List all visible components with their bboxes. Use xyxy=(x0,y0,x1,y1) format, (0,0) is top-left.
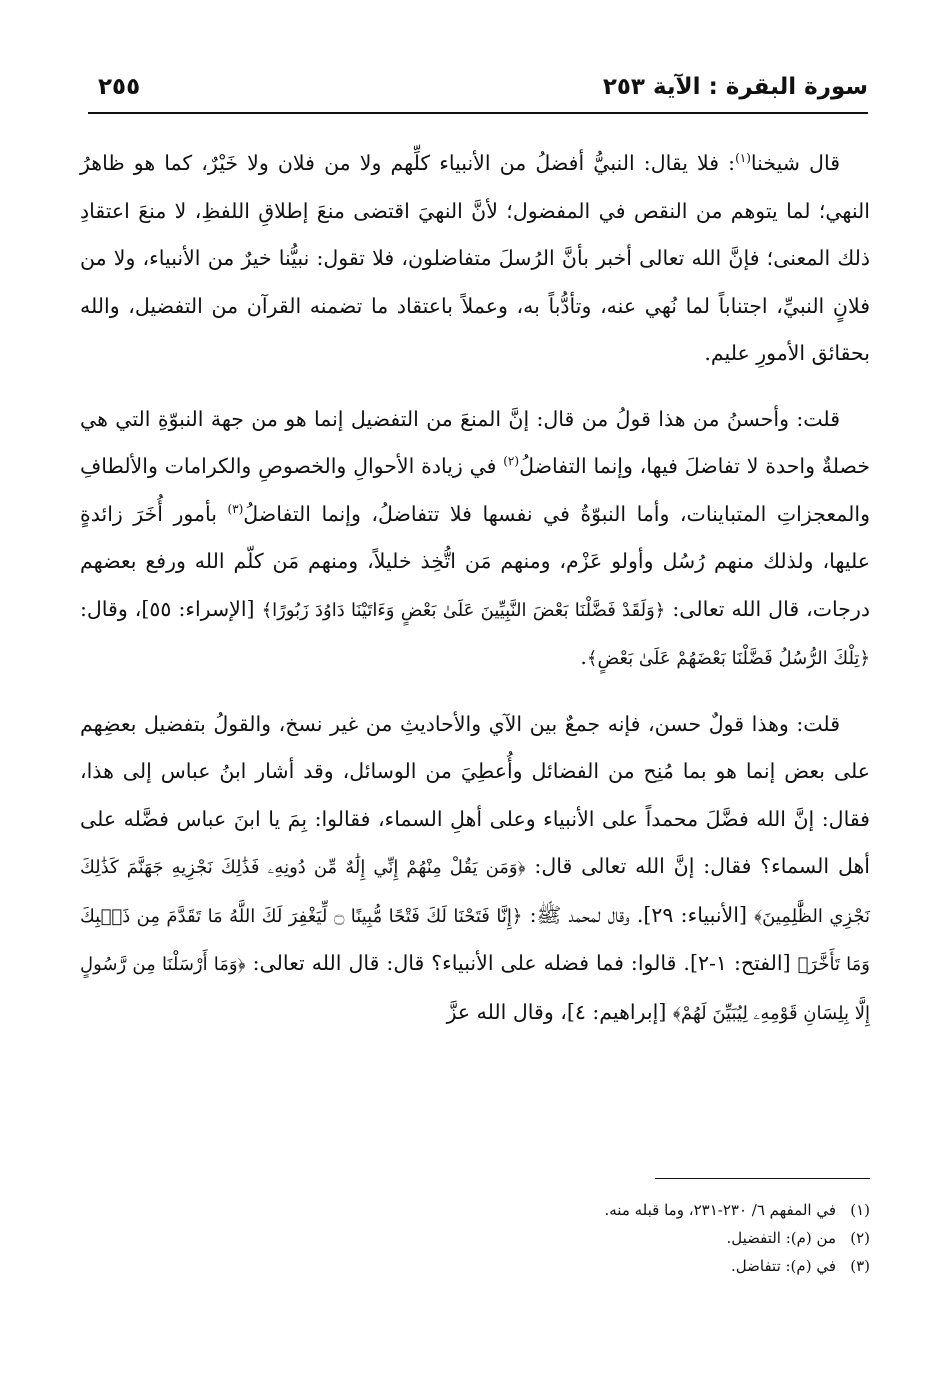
footnote-divider xyxy=(655,1178,870,1179)
page-header xyxy=(88,62,868,114)
footnote-number: (٢) xyxy=(850,1229,870,1247)
paragraph xyxy=(80,140,870,378)
paragraph xyxy=(80,396,870,683)
footnote-text: من (م): التفضيل. xyxy=(726,1229,836,1247)
footnote-text: في (م): تتفاضل. xyxy=(731,1257,836,1275)
text-run: . xyxy=(580,645,587,669)
footnote xyxy=(200,1224,870,1252)
footnote-text: في المفهم ٦/ ٢٣٠-٢٣١، وما قبله منه. xyxy=(604,1201,836,1219)
footnote-ref: (٢) xyxy=(503,454,520,469)
footnote-number: (٣) xyxy=(850,1257,870,1275)
footnotes xyxy=(200,1196,870,1280)
footnote-number: (١) xyxy=(850,1201,870,1219)
text-run: : فلا يقال: النبيُّ أفضلُ من الأنبياء كلِّهم ولا من فلان ولا خَيْرٌ، كما هو ظاهرُ النهي؛ لما يتوهم من النقص في المفضول؛ لأنَّ النهيَ اقتضى منعَ إطلاقِ اللفظِ، لا منعَ اعتقادِ ذلك المعنى؛ فإنَّ الله تعالى أخبر بأنَّ الرُسلَ متفاضلون، فلا تقول: نبيُّنا خيرٌ من الأنبياء، ولا من فلانٍ النبيِّ، اجتناباً لما نُهي عنه، وتأدُّباً به، وعملاً باعتقاد ما تضمنه القرآن من التفضيل، والله بحقائق الأمورِ عليم. xyxy=(80,151,870,365)
footnote-ref: (١) xyxy=(735,151,751,166)
text-run: [إبراهيم: ٤]، وقال الله عزَّ xyxy=(446,999,673,1024)
quran-verse: ﴿تِلْكَ الرُّسُلُ فَضَّلْنَا بَعْضَهُمْ عَلَىٰ بَعْضٍ﴾ xyxy=(586,648,870,669)
text-run: قال شيخنا xyxy=(750,151,841,175)
quran-verse: ﴿وَمَا أَرْسَلْنَا مِن رَّسُولٍ إِلَّا بِلِسَانِ قَوْمِهِۦ لِيُبَيِّنَ لَهُمْ﴾ xyxy=(80,954,870,1024)
header-divider xyxy=(88,112,868,114)
paragraph xyxy=(80,701,870,1038)
text-run: [الأنبياء: ٢٩]. وقال لمحمد ﷺ: xyxy=(522,902,755,927)
quran-verse: ﴿إِنَّا فَتَحْنَا لَكَ فَتْحًا مُّبِينًا ۝ لِّيَغْفِرَ لَكَ اللَّهُ مَا تَقَدَّمَ مِن ذَنۢبِكَ وَمَا تَأَخَّرَ﴾ xyxy=(80,905,870,975)
main-text xyxy=(80,140,870,1055)
text-run: قلت: وأحسنُ من هذا قولُ من قال: إنَّ المنعَ من التفضيل إنما هو من جهة النبوّةِ التي هي خصلةٌ واحدة لا تفاضلَ فيها، وإنما التفاضلُ xyxy=(80,406,870,478)
text-run: بأمور أُخَرَ زائدةٍ عليها، ولذلك منهم رُسُل وأولو عَزْم، ومنهم مَن اتُّخِذ خليلاً، ومنهم مَن كلّم الله ورفع بعضهم درجات، قال الله تعالى: xyxy=(80,501,870,621)
running-title: سورة البقرة : الآية ٢٥٣ xyxy=(602,74,868,100)
quran-verse: ﴿وَمَن يَقُلْ مِنْهُمْ إِنِّي إِلَٰهٌ مِّن دُونِهِۦ فَذَٰلِكَ نَجْزِيهِ جَهَنَّمَ كَذَٰلِكَ نَجْزِي الظَّٰلِمِينَ﴾ xyxy=(80,857,870,927)
text-run: في زيادة الأحوالِ والخصوصِ والكرامات والألطافِ والمعجزاتِ المتباينات، وأما النبوّةُ في نفسها فلا تتفاضلُ، وإنما التفاضلُ xyxy=(80,454,871,526)
footnote xyxy=(200,1252,870,1280)
footnote-ref: (٣) xyxy=(227,501,244,516)
text-run: قلت: وهذا قولٌ حسن، فإنه جمعٌ بين الآي والأحاديثِ من غير نسخ، والقولُ بتفضيل بعضِهم على بعض إنما هو بما مُنِح من الفضائل وأُعطِيَ من الوسائل، وقد أشار ابنُ عباس إلى هذا، فقال: إنَّ الله فضَّلَ محمداً على الأنبياء وعلى أهلِ السماء، فقالوا: بِمَ يا ابنَ عباس فضَّله على أهل السماء؟ فقال: إنَّ الله تعالى قال: xyxy=(80,711,870,878)
text-run: [الإسراء: ٥٥]، وقال: xyxy=(80,596,262,621)
quran-verse: ﴿وَلَقَدْ فَضَّلْنَا بَعْضَ النَّبِيِّينَ عَلَىٰ بَعْضٍ وَءَاتَيْنَا دَاوُدَ زَبُورًا﴾ xyxy=(261,599,666,621)
footnote xyxy=(200,1196,870,1224)
text-run: [الفتح: ١-٢]. قالوا: فما فضله على الأنبياء؟ قال: قال الله تعالى: xyxy=(245,951,798,975)
page-number: ٢٥٥ xyxy=(98,74,141,100)
